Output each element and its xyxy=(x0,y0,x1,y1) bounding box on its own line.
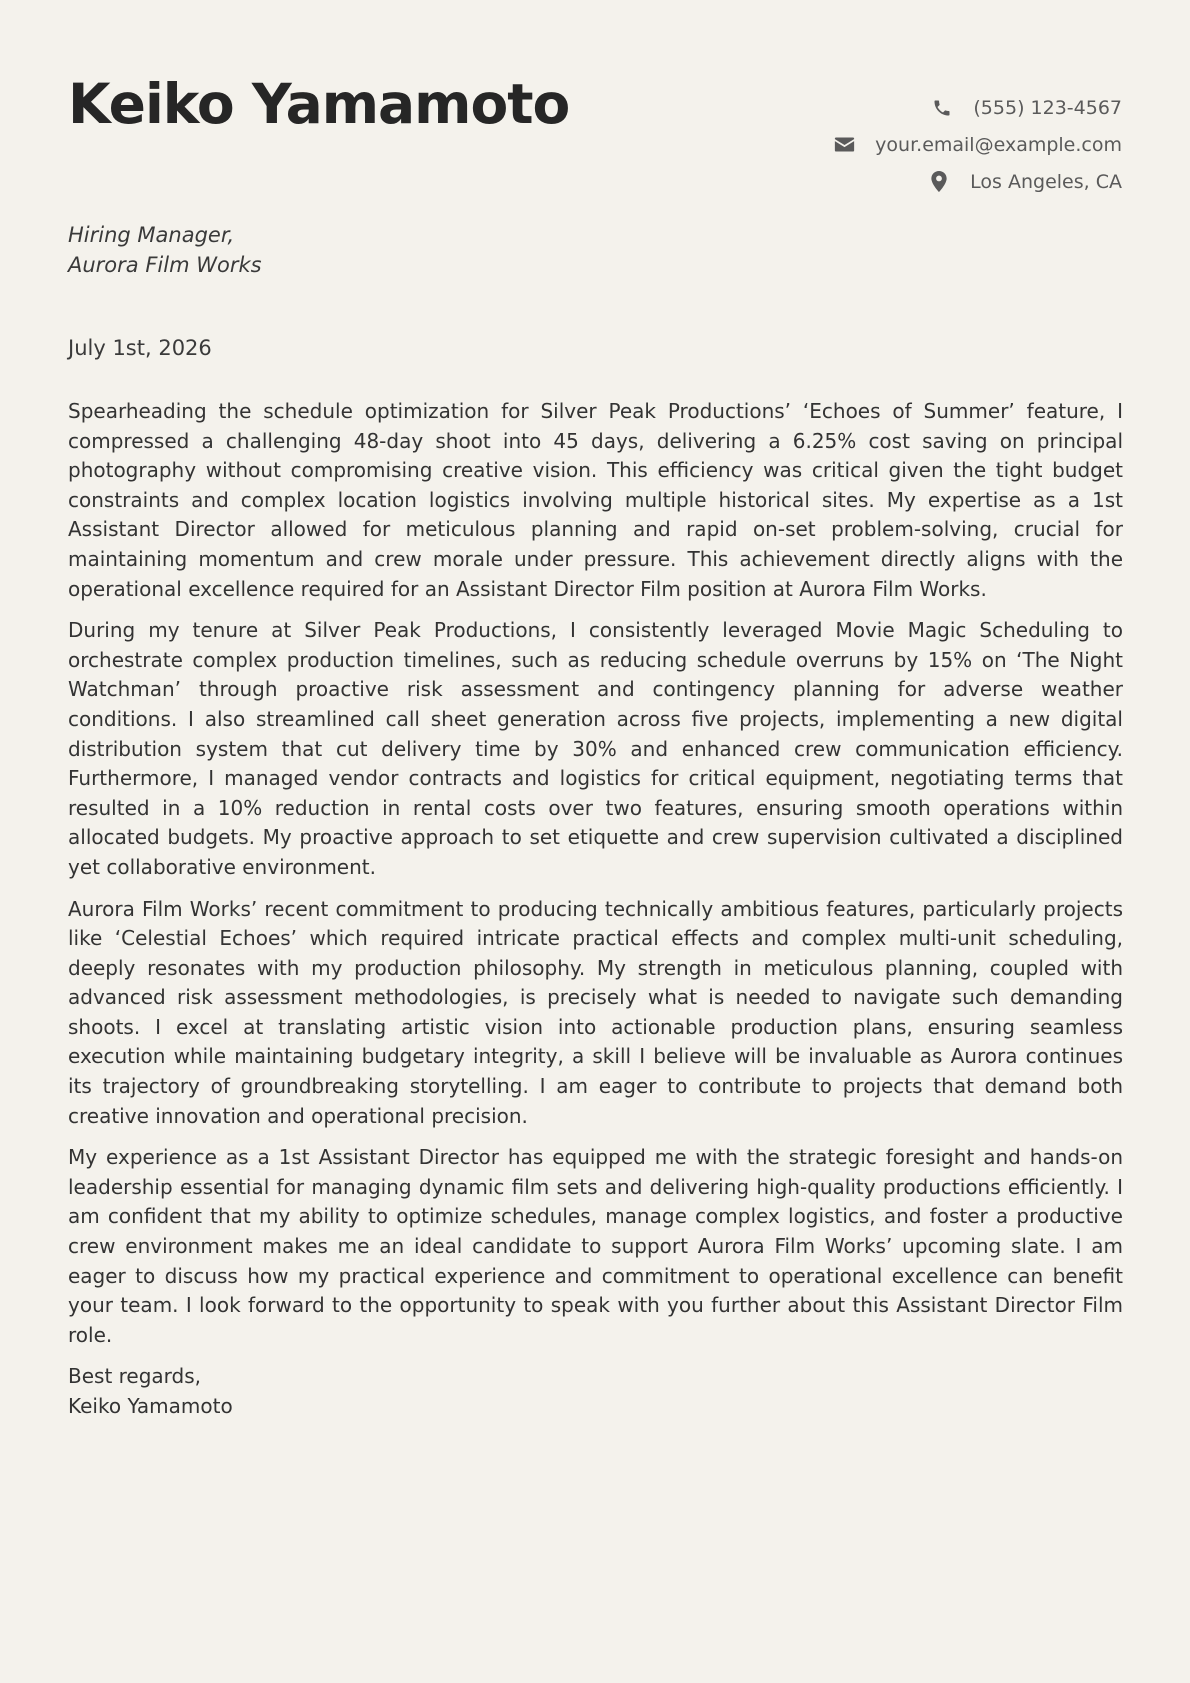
letter-body xyxy=(68,397,1123,1422)
body-paragraph: During my tenure at Silver Peak Productions, I consistently leveraged Movie Magic Scheduling to orchestrate complex production timelines, such as reducing schedule overruns by 15% on ‘The Night Watchman’ through proactive risk assessment and contingency planning for adverse weather conditions. I also streamlined call sheet generation across five projects, implementing a new digital distribution system that cut delivery time by 30% and enhanced crew communication efficiency. Furthermore, I managed vendor contracts and logistics for critical equipment, negotiating terms that resulted in a 10% reduction in rental costs over two features, ensuring smooth operations within allocated budgets. My proactive approach to set etiquette and crew supervision cultivated a disciplined yet collaborative environment. xyxy=(68,618,1123,879)
contact-email xyxy=(833,131,1122,158)
closing-block xyxy=(68,1362,1123,1421)
phone-text: (555) 123-4567 xyxy=(973,96,1122,119)
recipient-company: Aurora Film Works xyxy=(68,253,262,277)
letter-header xyxy=(68,0,1122,200)
body-paragraph: Aurora Film Works’ recent commitment to producing technically ambitious features, particularly projects like ‘Celestial Echoes’ which required intricate practical effects and complex multi-unit scheduling, deeply resonates with my production philosophy. My strength in meticulous planning, coupled with advanced risk assessment methodologies, is precisely what is needed to navigate such demanding shoots. I excel at translating artistic vision into actionable production plans, ensuring seamless execution while maintaining budgetary integrity, a skill I believe will be invaluable as Aurora continues its trajectory of groundbreaking storytelling. I am eager to contribute to projects that demand both creative innovation and operational precision. xyxy=(68,896,1123,1128)
contact-info xyxy=(833,94,1122,195)
body-paragraph: Spearheading the schedule optimization for Silver Peak Productions’ ‘Echoes of Summer’ feature, I compressed a challenging 48-day shoot into 45 days, delivering a 6.25% cost saving on principal photography without compromising creative vision. This efficiency was critical given the tight budget constraints and complex location logistics involving multiple historical sites. My expertise as a 1st Assistant Director allowed for meticulous planning and rapid on-set problem-solving, crucial for maintaining momentum and crew morale under pressure. This achievement directly aligns with the operational excellence required for an Assistant Director Film position at Aurora Film Works. xyxy=(68,399,1123,601)
contact-phone xyxy=(931,94,1122,121)
email-text: your.email@example.com xyxy=(875,133,1122,156)
contact-location xyxy=(928,168,1122,195)
recipient-block xyxy=(68,220,262,280)
applicant-name: Keiko Yamamoto xyxy=(68,72,570,136)
closing-signature: Keiko Yamamoto xyxy=(68,1394,233,1418)
body-paragraph: My experience as a 1st Assistant Director has equipped me with the strategic foresight and hands-on leadership essential for managing dynamic film sets and delivering high-quality productions efficiently. I am confident that my ability to optimize schedules, manage complex logistics, and foster a productive crew environment makes me an ideal candidate to support Aurora Film Works’ upcoming slate. I am eager to discuss how my practical experience and commitment to operational excellence can benefit your team. I look forward to the opportunity to speak with you further about this Assistant Director Film role. xyxy=(68,1145,1123,1347)
envelope-icon xyxy=(833,134,855,156)
phone-icon xyxy=(931,97,953,119)
recipient-title: Hiring Manager, xyxy=(68,223,235,247)
letter-date: July 1st, 2026 xyxy=(68,336,212,360)
map-pin-icon xyxy=(928,171,950,193)
closing-salutation: Best regards, xyxy=(68,1364,202,1389)
location-text: Los Angeles, CA xyxy=(970,170,1122,193)
